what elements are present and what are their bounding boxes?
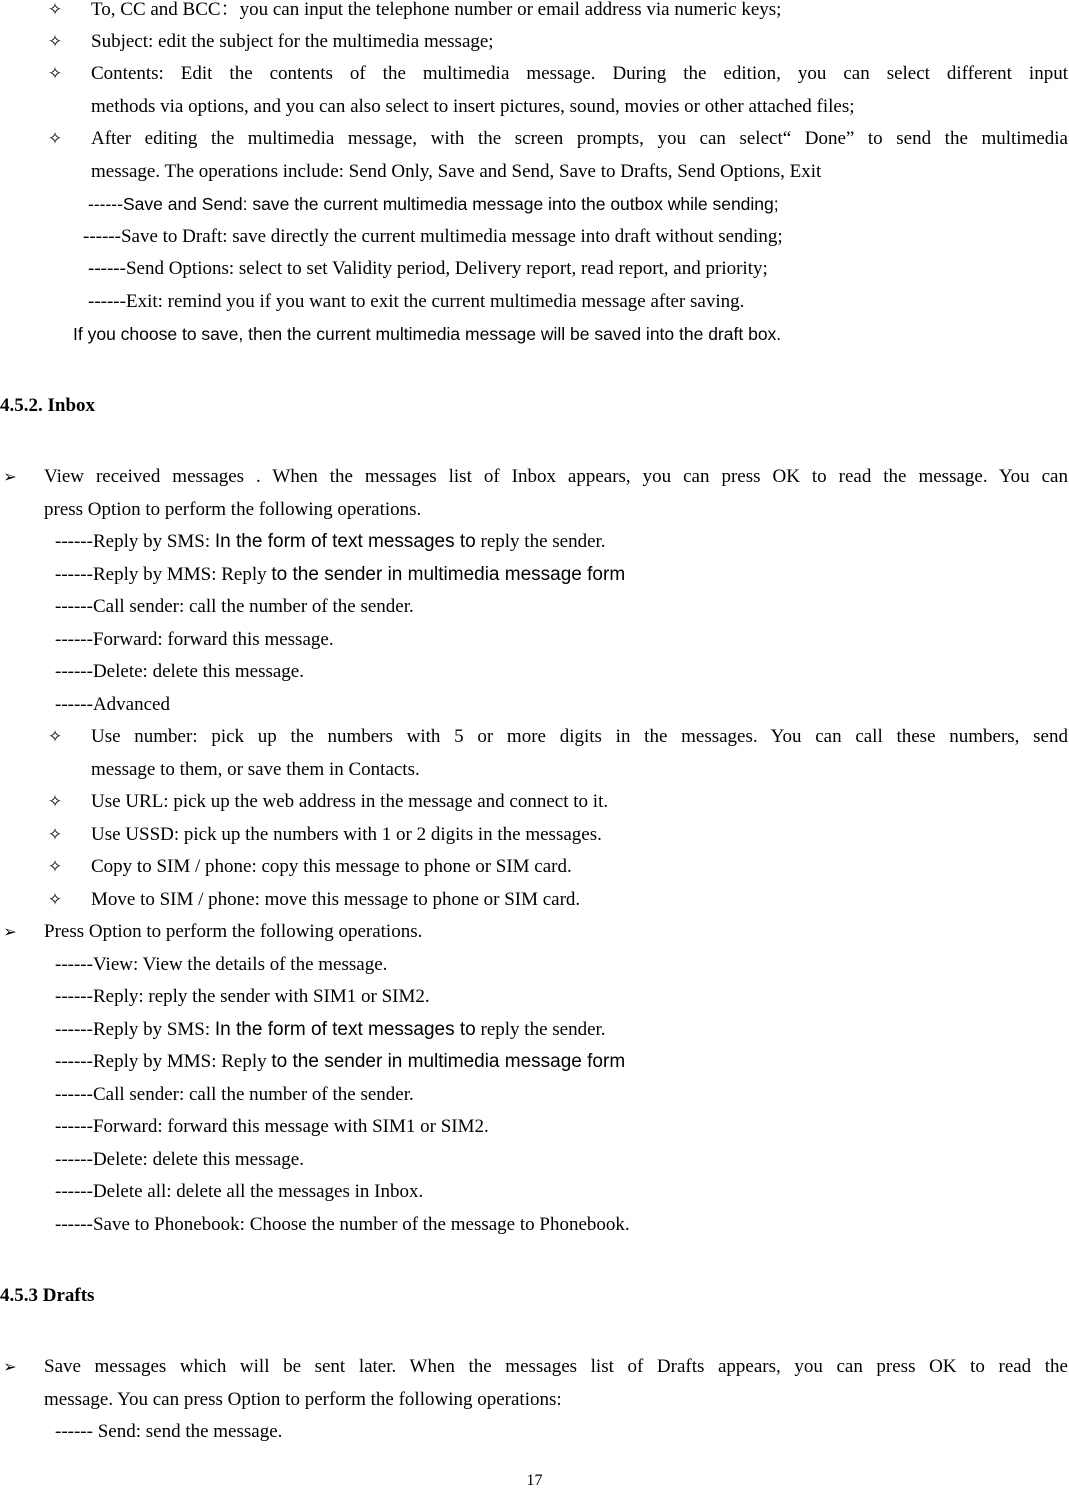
- drafts-option-send: ------ Send: send the message.: [55, 1421, 283, 1442]
- option-reply-by-mms-2: ------Reply by MMS: Reply to the sender in multimedia message form: [55, 1051, 626, 1072]
- option-delete-all: ------Delete all: delete all the messages in Inbox.: [55, 1181, 424, 1202]
- bullet-contents-line1: Contents: Edit the contents of the multimedia message. During the edition, you can select different input: [91, 63, 1068, 84]
- bullet-subject: Subject: edit the subject for the multimedia message;: [91, 31, 494, 52]
- diamond-bullet-icon: ✧: [47, 792, 63, 812]
- option-delete: ------Delete: delete this message.: [55, 661, 304, 682]
- advanced-use-ussd: Use USSD: pick up the numbers with 1 or 2 digits in the messages.: [91, 824, 602, 845]
- bullet-contents-line2: methods via options, and you can also select to insert pictures, sound, movies or other attached files;: [91, 96, 855, 117]
- option-delete-2: ------Delete: delete this message.: [55, 1149, 304, 1170]
- drafts-intro-line2: message. You can press Option to perform the following operations:: [44, 1389, 562, 1410]
- diamond-bullet-icon: ✧: [47, 825, 63, 845]
- bullet-after-editing-line1: After editing the multimedia message, with the screen prompts, you can select“ Done” to send the multimedia: [91, 128, 1068, 149]
- option-save-to-phonebook: ------Save to Phonebook: Choose the number of the message to Phonebook.: [55, 1214, 630, 1235]
- page-number: 17: [526, 1472, 543, 1489]
- dash-save-and-send: ------Save and Send: save the current multimedia message into the outbox while sending;: [88, 194, 779, 214]
- inbox-press-option: Press Option to perform the following operations.: [44, 921, 423, 942]
- diamond-bullet-icon: ✧: [47, 64, 63, 84]
- option-reply: ------Reply: reply the sender with SIM1 or SIM2.: [55, 986, 430, 1007]
- bullet-after-editing-line2: message. The operations include: Send Only, Save and Send, Save to Drafts, Send Options, Exit: [91, 161, 822, 182]
- section-heading-inbox: 4.5.2. Inbox: [0, 395, 96, 416]
- arrow-bullet-icon: ➢: [3, 1357, 17, 1376]
- diamond-bullet-icon: ✧: [47, 727, 63, 747]
- diamond-bullet-icon: ✧: [47, 857, 63, 877]
- bullet-to-cc-bcc: To, CC and BCC：you can input the telephone number or email address via numeric keys;: [91, 0, 782, 20]
- inbox-intro-line1: View received messages . When the messages list of Inbox appears, you can press OK to read the message. You can: [44, 466, 1068, 487]
- option-forward-2: ------Forward: forward this message with SIM1 or SIM2.: [55, 1116, 489, 1137]
- diamond-bullet-icon: ✧: [47, 129, 63, 149]
- diamond-bullet-icon: ✧: [47, 32, 63, 52]
- option-forward: ------Forward: forward this message.: [55, 629, 334, 650]
- advanced-use-number-line2: message to them, or save them in Contacts.: [91, 759, 420, 780]
- dash-send-options: ------Send Options: select to set Validity period, Delivery report, read report, and priority;: [88, 258, 768, 279]
- option-view: ------View: View the details of the message.: [55, 954, 388, 975]
- drafts-intro-line1: Save messages which will be sent later. When the messages list of Drafts appears, you can press OK to read the: [44, 1356, 1068, 1377]
- diamond-bullet-icon: ✧: [47, 0, 63, 20]
- arrow-bullet-icon: ➢: [3, 467, 17, 486]
- dash-save-to-draft: ------Save to Draft: save directly the current multimedia message into draft without sending;: [83, 226, 783, 247]
- inbox-intro-line2: press Option to perform the following operations.: [44, 499, 422, 520]
- option-reply-by-sms: ------Reply by SMS: In the form of text messages to reply the sender.: [55, 531, 606, 552]
- advanced-move-to-sim: Move to SIM / phone: move this message to phone or SIM card.: [91, 889, 581, 910]
- option-reply-by-sms-2: ------Reply by SMS: In the form of text messages to reply the sender.: [55, 1019, 606, 1040]
- advanced-use-number-line1: Use number: pick up the numbers with 5 or more digits in the messages. You can call these numbers, send: [91, 726, 1068, 747]
- option-call-sender: ------Call sender: call the number of the sender.: [55, 596, 414, 617]
- option-reply-by-mms: ------Reply by MMS: Reply to the sender in multimedia message form: [55, 564, 626, 585]
- arrow-bullet-icon: ➢: [3, 922, 17, 941]
- dash-exit: ------Exit: remind you if you want to exit the current multimedia message after saving.: [88, 291, 745, 312]
- advanced-copy-to-sim: Copy to SIM / phone: copy this message to phone or SIM card.: [91, 856, 572, 877]
- advanced-use-url: Use URL: pick up the web address in the message and connect to it.: [91, 791, 609, 812]
- save-note: If you choose to save, then the current multimedia message will be saved into the draft box.: [73, 324, 782, 344]
- option-advanced: ------Advanced: [55, 694, 170, 715]
- diamond-bullet-icon: ✧: [47, 890, 63, 910]
- option-call-sender-2: ------Call sender: call the number of the sender.: [55, 1084, 414, 1105]
- section-heading-drafts: 4.5.3 Drafts: [0, 1285, 95, 1306]
